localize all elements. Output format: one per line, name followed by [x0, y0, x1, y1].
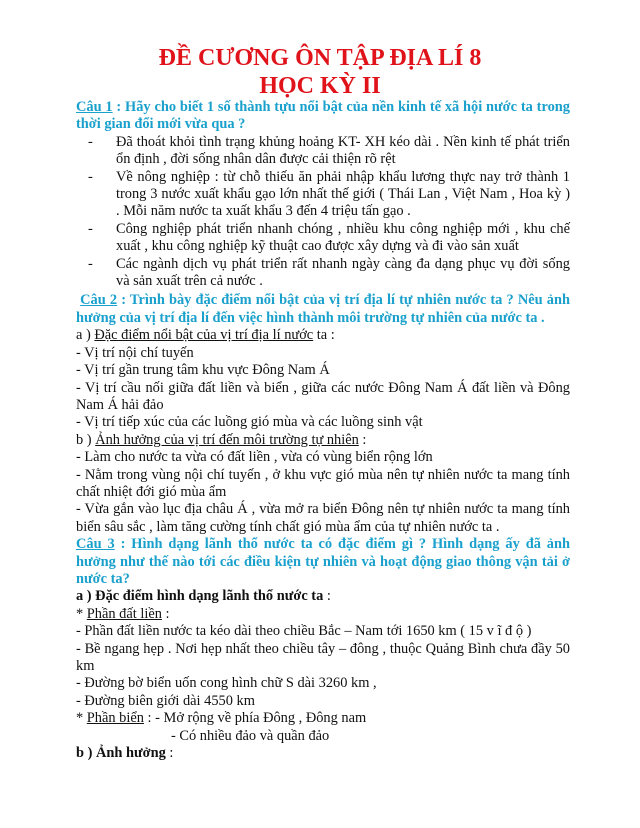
question-3-label: Câu 3 [76, 536, 115, 553]
document-title: ĐỀ CƯƠNG ÔN TẬP ĐỊA LÍ 8 [158, 45, 482, 71]
answer-3b-suffix: : [165, 745, 174, 762]
answer-2b-item: - Vừa gắn vào lục địa châu Á , vừa mở ra biển Đông nên tự nhiên nước ta mang tính biển sâu sắc , làm tăng cường tính chất gió mùa ẩm của tự nhiên nước ta . [76, 501, 570, 535]
question-3-text: : Hình dạng lãnh thổ nước ta có đặc điểm gì ? Hình dạng ấy đã ảnh hưởng như thế nào tới các điều kiện tự nhiên và hoạt động giao thông vận tải ở nước ta? [76, 536, 570, 587]
question-2 [76, 292, 570, 327]
document-subtitle: HỌC KỲ II [259, 73, 381, 99]
answer-1-item: - Về nông nghiệp : từ chỗ thiếu ăn phải nhập khẩu lương thực nay trở thành 1 trong 3 nước xuất khẩu gạo lớn nhất thế giới ( Thái Lan , Việt Nam , Hoa kỳ ) . Mỗi năm nước ta xuất khẩu 3 đến 4 triệu tấn gạo . [76, 169, 570, 221]
answer-2a-item: - Vị trí tiếp xúc của các luồng gió mùa và các luồng sinh vật [76, 414, 423, 431]
answer-1-item: - Đã thoát khỏi tình trạng khủng hoảng KT- XH kéo dài . Nền kinh tế phát triển ổn định , đời sống nhân dân được cải thiện rõ rệt [76, 134, 570, 169]
land-suffix: : [161, 605, 170, 622]
answer-2a-item: - Vị trí gần trung tâm khu vực Đông Nam Á [76, 362, 330, 379]
question-1-label: Câu 1 [76, 99, 113, 115]
answer-2b-item: - Nằm trong vùng nội chí tuyến , ở khu vực gió mùa nên tự nhiên nước ta mang tính chất nhiệt đới gió mùa ẩm [76, 466, 570, 500]
land-prefix: * [76, 605, 87, 622]
answer-2b-suffix: : [358, 431, 367, 448]
answer-2a-item: - Vị trí cầu nối giữa đất liền và biển , giữa các nước Đông Nam Á đất liền và Đông Nam Á hải đảo [76, 379, 570, 413]
answer-3b-heading [76, 745, 570, 762]
question-1 [76, 99, 570, 134]
answer-3a-title: a ) Đặc điểm hình dạng lãnh thổ nước ta [76, 588, 324, 605]
sea-prefix: * [76, 710, 87, 727]
answer-2a-prefix: a ) [76, 327, 95, 344]
answer-2b-heading [76, 432, 570, 449]
answer-1-list [76, 134, 570, 291]
answer-2b-prefix: b ) [76, 431, 96, 448]
answer-2b-item: - Làm cho nước ta vừa có đất liền , vừa có vùng biển rộng lớn [76, 449, 433, 466]
answer-3b-title: b ) Ảnh hưởng [76, 745, 166, 762]
answer-3a-suffix: : [323, 588, 331, 605]
land-item: - Đường bờ biển uốn cong hình chữ S dài 3260 km , [76, 675, 377, 692]
land-item: - Đường biên giới dài 4550 km [76, 692, 255, 709]
answer-2a-suffix: ta : [313, 327, 335, 344]
answer-2b-title: Ảnh hưởng của vị trí đến môi trường tự nhiên [95, 431, 359, 448]
document-body [76, 99, 570, 762]
land-item: - Bề ngang hẹp . Nơi hẹp nhất theo chiều tây – đông , thuộc Quảng Bình chưa đầy 50 km [76, 640, 570, 674]
sea-item: : - Mở rộng về phía Đông , Đông nam [143, 710, 367, 727]
answer-2a-title: Đặc điểm nổi bật của vị trí địa lí nước [94, 327, 314, 344]
question-2-label: Câu 2 [80, 292, 118, 309]
sea-heading [76, 710, 570, 727]
answer-2a-item: - Vị trí nội chí tuyến [76, 344, 194, 361]
answer-3a-heading [76, 588, 570, 605]
question-2-text: : Trình bày đặc điểm nổi bật của vị trí địa lí tự nhiên nước ta ? Nêu ảnh hưởng của vị trí địa lí đến việc hình thành môi trường tự nhiên của nước ta . [76, 292, 570, 326]
sea-title: Phần biển [86, 710, 144, 727]
question-1-text: : Hãy cho biết 1 số thành tựu nổi bật của nền kinh tế xã hội nước ta trong thời gian đổi mới vừa qua ? [76, 99, 570, 133]
land-item: - Phần đất liền nước ta kéo dài theo chiều Bắc – Nam tới 1650 km ( 15 v ĩ đ ộ ) [76, 623, 532, 640]
sea-item-2: - Có nhiều đảo và quần đảo [171, 727, 330, 744]
answer-1-item: - Công nghiệp phát triển nhanh chóng , nhiều khu công nghiệp mới , khu chế xuất , khu công nghiệp kỹ thuật cao được xây dựng và đi vào sản xuất [76, 221, 570, 256]
answer-2a-heading [76, 327, 570, 344]
answer-1-item: - Các ngành dịch vụ phát triển rất nhanh ngày càng đa dạng phục vụ đời sống và sản xuất trên cả nước . [76, 256, 570, 291]
land-title: Phần đất liền [86, 605, 162, 622]
question-3 [76, 536, 570, 588]
land-heading [76, 606, 570, 623]
